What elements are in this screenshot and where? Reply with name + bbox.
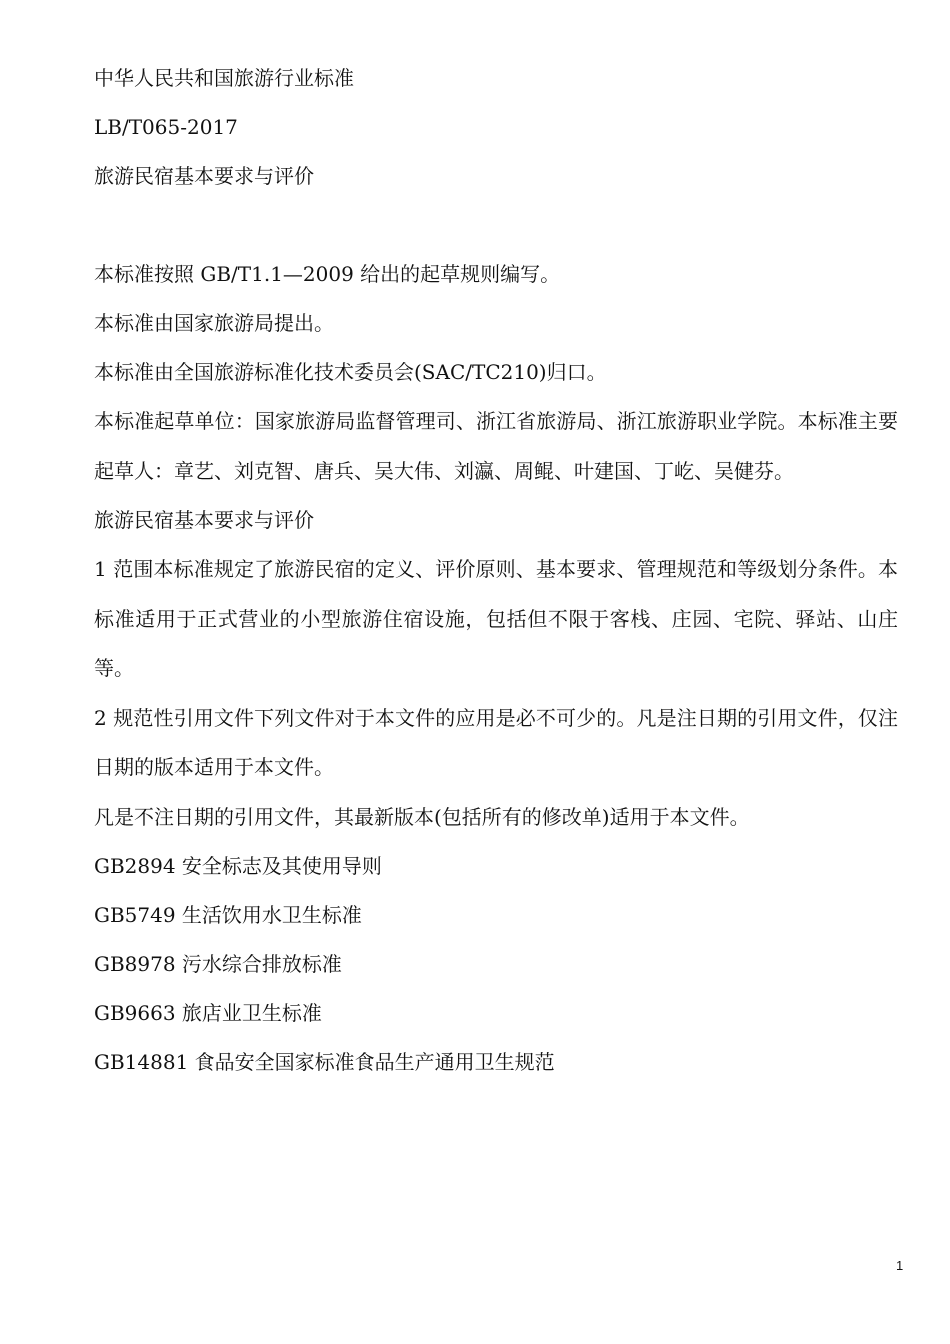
page-number: 1	[896, 1258, 904, 1273]
document-body	[94, 54, 898, 1087]
reference-item: GB9663 旅店业卫生标准	[94, 1000, 322, 1025]
section-2-note: 凡是不注日期的引用文件，其最新版本(包括所有的修改单)适用于本文件。	[94, 804, 750, 829]
foreword-centralized-by: 本标准由全国旅游标准化技术委员会(SAC/TC210)归口。	[94, 360, 607, 384]
blank-line	[94, 201, 898, 250]
standard-code: LB/T065-2017	[94, 115, 238, 139]
reference-item: GB5749 生活饮用水卫生标准	[94, 902, 362, 927]
reference-item: GB2894 安全标志及其使用导则	[94, 853, 382, 878]
body-title: 旅游民宿基本要求与评价	[94, 508, 314, 532]
reference-item: GB14881 食品安全国家标准食品生产通用卫生规范	[94, 1049, 555, 1074]
document-title: 旅游民宿基本要求与评价	[94, 164, 314, 188]
foreword-proposed-by: 本标准由国家旅游局提出。	[94, 311, 334, 335]
foreword-drafting-rule: 本标准按照 GB/T1.1—2009 给出的起草规则编写。	[94, 262, 561, 286]
section-1-scope: 1 范围本标准规定了旅游民宿的定义、评价原则、基本要求、管理规范和等级划分条件。本标准适用于正式营业的小型旅游住宿设施，包括但不限于客栈、庄园、宅院、驿站、山庄等。	[94, 557, 898, 680]
section-2-normative-references: 2 规范性引用文件下列文件对于本文件的应用是必不可少的。凡是注日期的引用文件，仅注日期的版本适用于本文件。	[94, 705, 898, 779]
foreword-drafting-units: 本标准起草单位：国家旅游局监督管理司、浙江省旅游局、浙江旅游职业学院。本标准主要起草人：章艺、刘克智、唐兵、吴大伟、刘瀛、周鲲、叶建国、丁屹、吴健芬。	[94, 409, 898, 483]
reference-item: GB8978 污水综合排放标准	[94, 951, 342, 976]
industry-standard-heading: 中华人民共和国旅游行业标准	[94, 66, 354, 90]
